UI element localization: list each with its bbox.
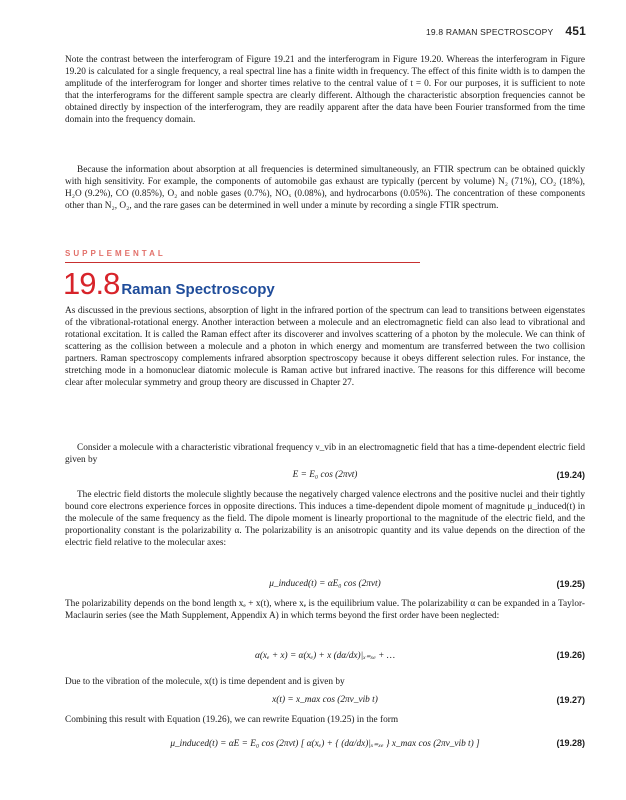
paragraph-interferogram-contrast: Note the contrast between the interferogram of Figure 19.21 and the interferogram in Figure 19.20. Whereas the interferogram in Figure 19.20 is calculated for a single frequency, a real spectral line has a finite width in frequency. The effect of this finite width is to dampen the amplitude of the interferogram for longer and shorter times relative to the central value of t = 0. For our purposes, it is sufficient to note that the interferograms for the different sample spectra are clearly different. Although the characteristic absorption frequencies cannot be obtained directly by inspection of the interferogram, they are readily apparent after the data have been Fourier transformed from the time domain into the frequency domain.: [65, 55, 585, 126]
supplemental-label: SUPPLEMENTAL: [65, 249, 166, 258]
equation-19-26: [65, 650, 585, 664]
equation-number: (19.28): [556, 738, 585, 748]
equation-19-27: [65, 695, 585, 709]
equation-19-28: [65, 738, 585, 752]
paragraph-combining: Combining this result with Equation (19.26), we can rewrite Equation (19.25) in the form: [65, 715, 399, 725]
equation-expression: x(t) = x_max cos (2πν_vib t): [272, 695, 378, 705]
equation-number: (19.24): [556, 470, 585, 480]
paragraph-ftir-sensitivity: Because the information about absorption at all frequencies is determined simultaneously, an FTIR spectrum can be obtained quickly with high sensitivity. For example, the components of automobile gas exhaust are typically (percent by volume) N₂ (71%), CO₂ (18%), H₂O (9.2%), CO (0.85%), O₂ and noble gases (0.7%), NOₓ (0.08%), and hydrocarbons (0.05%). The concentration of these components other than N₂, O₂, and the rare gases can be determined in well under a minute by recording a single FTIR spectrum.: [65, 165, 585, 212]
running-title: 19.8 RAMAN SPECTROSCOPY: [425, 27, 554, 37]
equation-expression: μ_induced(t) = αE = E₀ cos (2πνt) [ α(xₑ) + { (dα/dx)|ₓ₌ₓₑ } x_max cos (2πν_vib t) ]: [170, 739, 480, 749]
supplemental-banner: [65, 249, 585, 258]
equation-19-24: [65, 470, 585, 484]
equation-expression: α(xₑ + x) = α(xₑ) + x (dα/dx)|ₓ₌ₓₑ + …: [254, 651, 396, 661]
equation-number: (19.26): [556, 650, 585, 660]
equation-expression: E = E₀ cos (2πνt): [292, 470, 358, 480]
equation-expression: μ_induced(t) = αE₀ cos (2πνt): [269, 579, 381, 589]
page-number: 451: [565, 24, 586, 38]
equation-number: (19.25): [556, 579, 585, 589]
supplemental-rule: [65, 262, 420, 263]
section-number: 19.8: [63, 266, 120, 301]
paragraph-vibrational-frequency: Consider a molecule with a characteristic vibrational frequency ν_vib in an electromagnetic field that has a time-dependent electric field given by: [65, 443, 585, 466]
equation-number: (19.27): [556, 695, 585, 705]
running-header: [426, 24, 586, 38]
paragraph-polarizability-expansion: The polarizability depends on the bond length xₑ + x(t), where xₑ is the equilibrium value. The polarizability α can be expanded in a Taylor-Maclaurin series (see the Math Supplement, Appendix A) in which terms beyond the first order have been neglected:: [65, 599, 585, 622]
paragraph-time-dependence: Due to the vibration of the molecule, x(t) is time dependent and is given by: [65, 677, 345, 687]
paragraph-raman-intro: As discussed in the previous sections, absorption of light in the infrared portion of the spectrum can lead to transitions between eigenstates of the vibrational-rotational energy. Another interaction between a molecule and an electromagnetic field can also lead to vibrational and rotational excitation. It is called the Raman effect after its discoverer and involves scattering of a photon by the molecule. We can think of scattering as the collision between a molecule and a photon in which energy and momentum are transferred between the two collision partners. Raman spectroscopy complements infrared absorption spectroscopy because it obeys different selection rules. For instance, the stretching mode in a homonuclear diatomic molecule is Raman active but infrared inactive. The reasons for this difference will become clear after molecular symmetry and group theory are discussed in Chapter 27.: [65, 306, 585, 389]
section-heading: [63, 266, 275, 302]
section-title: Raman Spectroscopy: [121, 281, 275, 298]
equation-19-25: [65, 579, 585, 593]
paragraph-induced-dipole: The electric field distorts the molecule slightly because the negatively charged valence electrons and the positive nuclei and their tightly bound core electrons experience forces in opposite directions. This induces a time-dependent dipole moment of magnitude μ_induced(t) in the molecule of the same frequency as the field. The dipole moment is linearly proportional to the magnitude of the electric field, and the proportionality constant is the polarizability α. The polarizability is an anisotropic quantity and its value depends on the direction of the electric field relative to the molecular axes:: [65, 490, 585, 549]
